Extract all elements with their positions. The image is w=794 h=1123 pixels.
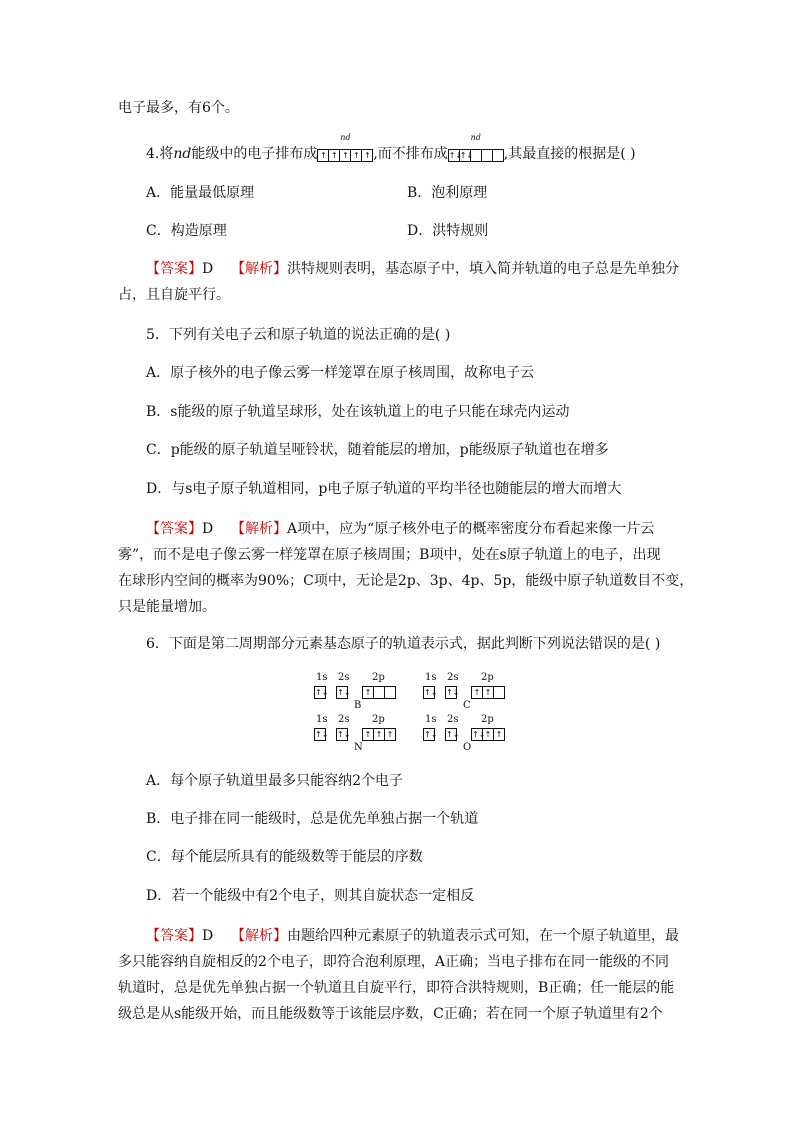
- label-2p: 2p: [481, 714, 494, 725]
- analysis-tag: 【解析】: [231, 261, 288, 277]
- q6-answer-line: [146, 926, 679, 946]
- label-2s: 2s: [338, 672, 350, 683]
- orbital-box: ↑↓: [448, 151, 463, 160]
- label-2s: 2s: [338, 714, 350, 725]
- q5-analysis-l3: 在球形内空间的概率为90%；C项中，无论是2p、3p、4p、5p，能级中原子轨道数目不变，: [118, 573, 694, 589]
- q6-analysis-l2: 多只能容纳自旋相反的2个电子，即符合泡利原理，A正确；当电子排布在同一能级的不同: [118, 954, 670, 970]
- q4-mid1: 能级中的电子排布成: [191, 146, 318, 162]
- orbital-box: ↑↓: [446, 688, 460, 697]
- label-2p: 2p: [372, 672, 385, 683]
- q6-analysis-l3: 轨道时，总是优先单独占据一个轨道且自旋平行，即符合洪特规则，B正确；任一能层的能: [118, 980, 675, 996]
- orbital-box-row: [471, 728, 505, 741]
- question-5-stem: 5．下列有关电子云和原子轨道的说法正确的是( ): [146, 327, 451, 343]
- q4-pre: 4.将: [146, 146, 174, 162]
- orbital-box-row: [471, 686, 505, 699]
- orbital-box: ↑: [386, 730, 394, 739]
- orbital-box: ↑: [374, 729, 385, 740]
- q4-option-c: C．构造原理: [146, 223, 227, 239]
- element-label: N: [354, 742, 363, 753]
- q4-analysis-cont: 占，且自旋平行。: [118, 287, 230, 303]
- answer-tag: 【答案】: [146, 521, 202, 537]
- analysis-text: 洪特规则表明，基态原子中，填入简并轨道的电子总是先单独分: [287, 261, 680, 277]
- continuation-text: 电子最多，有6个。: [118, 100, 239, 116]
- q6-option-b: B．电子排在同一能级时，总是优先单独占据一个轨道: [146, 811, 479, 827]
- q5-option-a: A．原子核外的电子像云雾一样笼罩在原子核周围，故称电子云: [146, 365, 535, 381]
- q5-analysis-l2: 雾”，而不是电子像云雾一样笼罩在原子核周围；B项中，处在s原子轨道上的电子，出现: [118, 547, 661, 563]
- q6-option-a: A．每个原子轨道里最多只能容纳2个电子: [146, 773, 404, 789]
- q4-option-b: B．泡利原理: [407, 185, 488, 201]
- answer-value: D: [202, 521, 214, 537]
- orbital-box: ↑: [318, 150, 329, 161]
- label-2p: 2p: [372, 714, 385, 725]
- analysis-tag: 【解析】: [231, 928, 288, 944]
- orbital-box: [494, 687, 504, 698]
- orbital-box: ↑↓: [424, 688, 438, 697]
- label-1s: 1s: [425, 714, 437, 725]
- orbital-box: ↑: [329, 150, 340, 161]
- q6-option-d: D．若一个能级中有2个电子，则其自旋状态一定相反: [146, 888, 475, 904]
- element-label: O: [463, 742, 472, 753]
- answer-tag: 【答案】: [146, 928, 202, 944]
- orbital-box: ↑↓: [424, 730, 438, 739]
- label-2s: 2s: [447, 672, 459, 683]
- element-label: B: [354, 700, 362, 711]
- orbital-box-row: [314, 686, 329, 699]
- orbital-box: ↑: [472, 687, 483, 698]
- q4-post: ,其最直接的根据是( ): [503, 146, 636, 162]
- answer-tag: 【答案】: [146, 261, 202, 277]
- analysis-tag: 【解析】: [231, 521, 288, 537]
- orbital-box-row: [423, 686, 438, 699]
- q4-mid2: ,而不排布成: [373, 146, 448, 162]
- orbital-box: ↑: [483, 729, 494, 740]
- analysis-text: A项中，应为“原子核外电子的概率密度分布看起来像一片云: [287, 521, 655, 537]
- q5-option-d: D．与s电子原子轨道相同，p电子原子轨道的平均半径也随能层的增大而增大: [146, 481, 622, 497]
- q5-option-c: C．p能级的原子轨道呈哑铃状，随着能层的增加，p能级原子轨道也在增多: [146, 442, 609, 458]
- q5-option-b: B．s能级的原子轨道呈球形，处在该轨道上的电子只能在球壳内运动: [146, 404, 570, 420]
- answer-value: D: [202, 261, 214, 277]
- q6-option-c: C．每个能层所具有的能级数等于能层的序数: [146, 849, 423, 865]
- label-1s: 1s: [425, 672, 437, 683]
- label-1s: 1s: [316, 672, 328, 683]
- orbital-box: ↑↓: [472, 730, 486, 739]
- orbital-box: [385, 687, 395, 698]
- orbital-box: ↑: [363, 687, 374, 698]
- orbital-box-row: [362, 686, 396, 699]
- orbital-box: ↑↓: [459, 151, 474, 160]
- q4-option-a: A．能量最低原理: [146, 185, 255, 201]
- orbital-box: ↑: [340, 150, 351, 161]
- orbital-box-row: [445, 728, 460, 741]
- orbital-box: ↑↓: [315, 730, 329, 739]
- orbital-box-row: [314, 728, 329, 741]
- answer-value: D: [202, 928, 214, 944]
- orbital-box: ↑: [495, 730, 503, 739]
- q5-analysis-l4: 只是能量增加。: [118, 599, 216, 615]
- q4-option-d: D．洪特规则: [407, 223, 489, 239]
- orbital-box: ↑↓: [337, 688, 351, 697]
- orbital-box-row: [362, 728, 396, 741]
- question-6-stem: 6．下面是第二周期部分元素基态原子的轨道表示式，据此判断下列说法错误的是( ): [146, 636, 661, 652]
- orbital-label-2: nd: [470, 133, 481, 142]
- label-1s: 1s: [316, 714, 328, 725]
- orbital-box-row: [423, 728, 438, 741]
- element-label: C: [463, 700, 471, 711]
- orbital-box: ↑↓: [446, 730, 460, 739]
- orbital-box-row: [336, 686, 351, 699]
- orbital-box: ↑↓: [337, 730, 351, 739]
- orbital-box: ↑: [483, 687, 494, 698]
- label-2p: 2p: [481, 672, 494, 683]
- orbital-box: ↑↓: [315, 688, 329, 697]
- orbital-box-row: [336, 728, 351, 741]
- q6-analysis-l4: 级总是从s能级开始，而且能级数等于该能层序数，C正确；若在同一个原子轨道里有2个: [118, 1006, 663, 1022]
- orbital-box: ↑: [363, 151, 371, 160]
- orbital-box-row: [445, 686, 460, 699]
- orbital-label-1: nd: [340, 133, 351, 142]
- q4-nd-var: nd: [173, 146, 192, 162]
- analysis-text: 由题给四种元素原子的轨道表示式可知，在一个原子轨道里，最: [287, 928, 680, 944]
- orbital-box: [374, 687, 385, 698]
- orbital-box: ↑: [363, 729, 374, 740]
- label-2s: 2s: [447, 714, 459, 725]
- orbital-box: ↑: [351, 150, 362, 161]
